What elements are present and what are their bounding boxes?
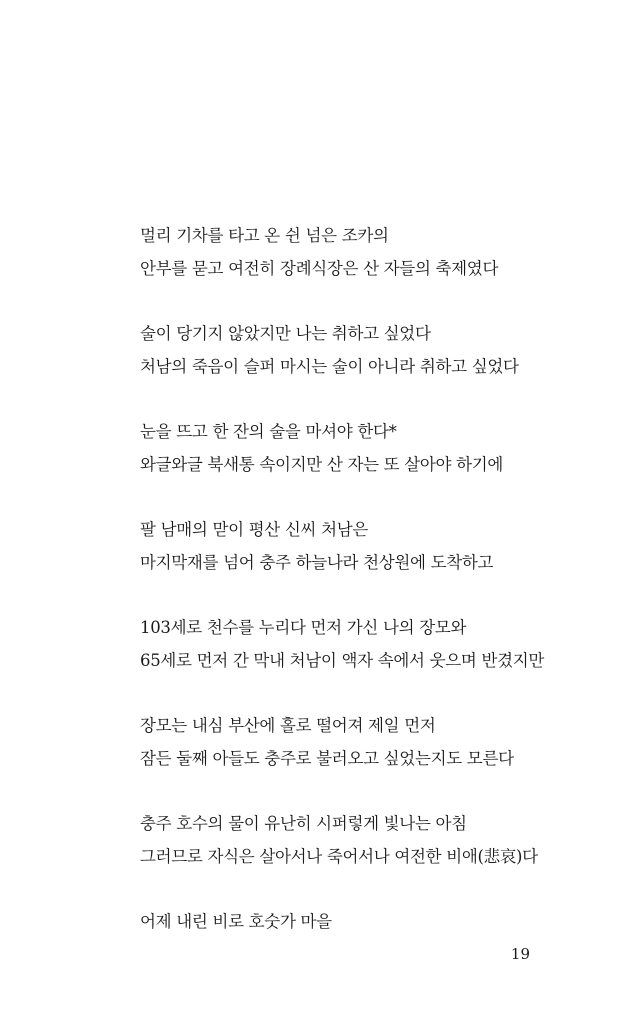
poem-line: 어제 내린 비로 호숫가 마을 — [140, 912, 332, 931]
poem-line: 눈을 뜨고 한 잔의 술을 마셔야 한다* — [140, 422, 397, 441]
poem-line: 안부를 묻고 여전히 장례식장은 산 자들의 축제였다 — [140, 259, 499, 278]
poem-body — [140, 219, 600, 970]
poem-line: 처남의 죽음이 슬퍼 마시는 술이 아니라 취하고 싶었다 — [140, 357, 519, 376]
poem-line: 충주 호수의 물이 유난히 시퍼렇게 빛나는 아침 — [140, 814, 467, 833]
poem-line: 마지막재를 넘어 충주 하늘나라 천상원에 도착하고 — [140, 553, 494, 572]
stanza-3 — [140, 415, 600, 481]
stanza-6 — [140, 709, 600, 775]
poem-line: 멀리 기차를 타고 온 쉰 넘은 조카의 — [140, 226, 389, 245]
stanza-8 — [140, 905, 600, 938]
stanza-7 — [140, 807, 600, 873]
poem-line: 그러므로 자식은 살아서나 죽어서나 여전한 비애(悲哀)다 — [140, 847, 538, 866]
poem-line: 와글와글 북새통 속이지만 산 자는 또 살아야 하기에 — [140, 455, 504, 474]
poem-line: 잠든 둘째 아들도 충주로 불러오고 싶었는지도 모른다 — [140, 749, 514, 768]
stanza-5 — [140, 611, 600, 677]
poem-line: 65세로 먼저 간 막내 처남이 액자 속에서 웃으며 반겼지만 — [140, 651, 545, 670]
stanza-4 — [140, 513, 600, 579]
poem-line: 술이 당기지 않았지만 나는 취하고 싶었다 — [140, 324, 431, 343]
poem-line: 장모는 내심 부산에 홀로 떨어져 제일 먼저 — [140, 716, 436, 735]
poem-line: 팔 남매의 맏이 평산 신씨 처남은 — [140, 520, 369, 539]
poem-line: 103세로 천수를 누리다 먼저 가신 나의 장모와 — [140, 618, 467, 637]
page-number: 19 — [510, 945, 530, 963]
stanza-1 — [140, 219, 600, 285]
stanza-2 — [140, 317, 600, 383]
